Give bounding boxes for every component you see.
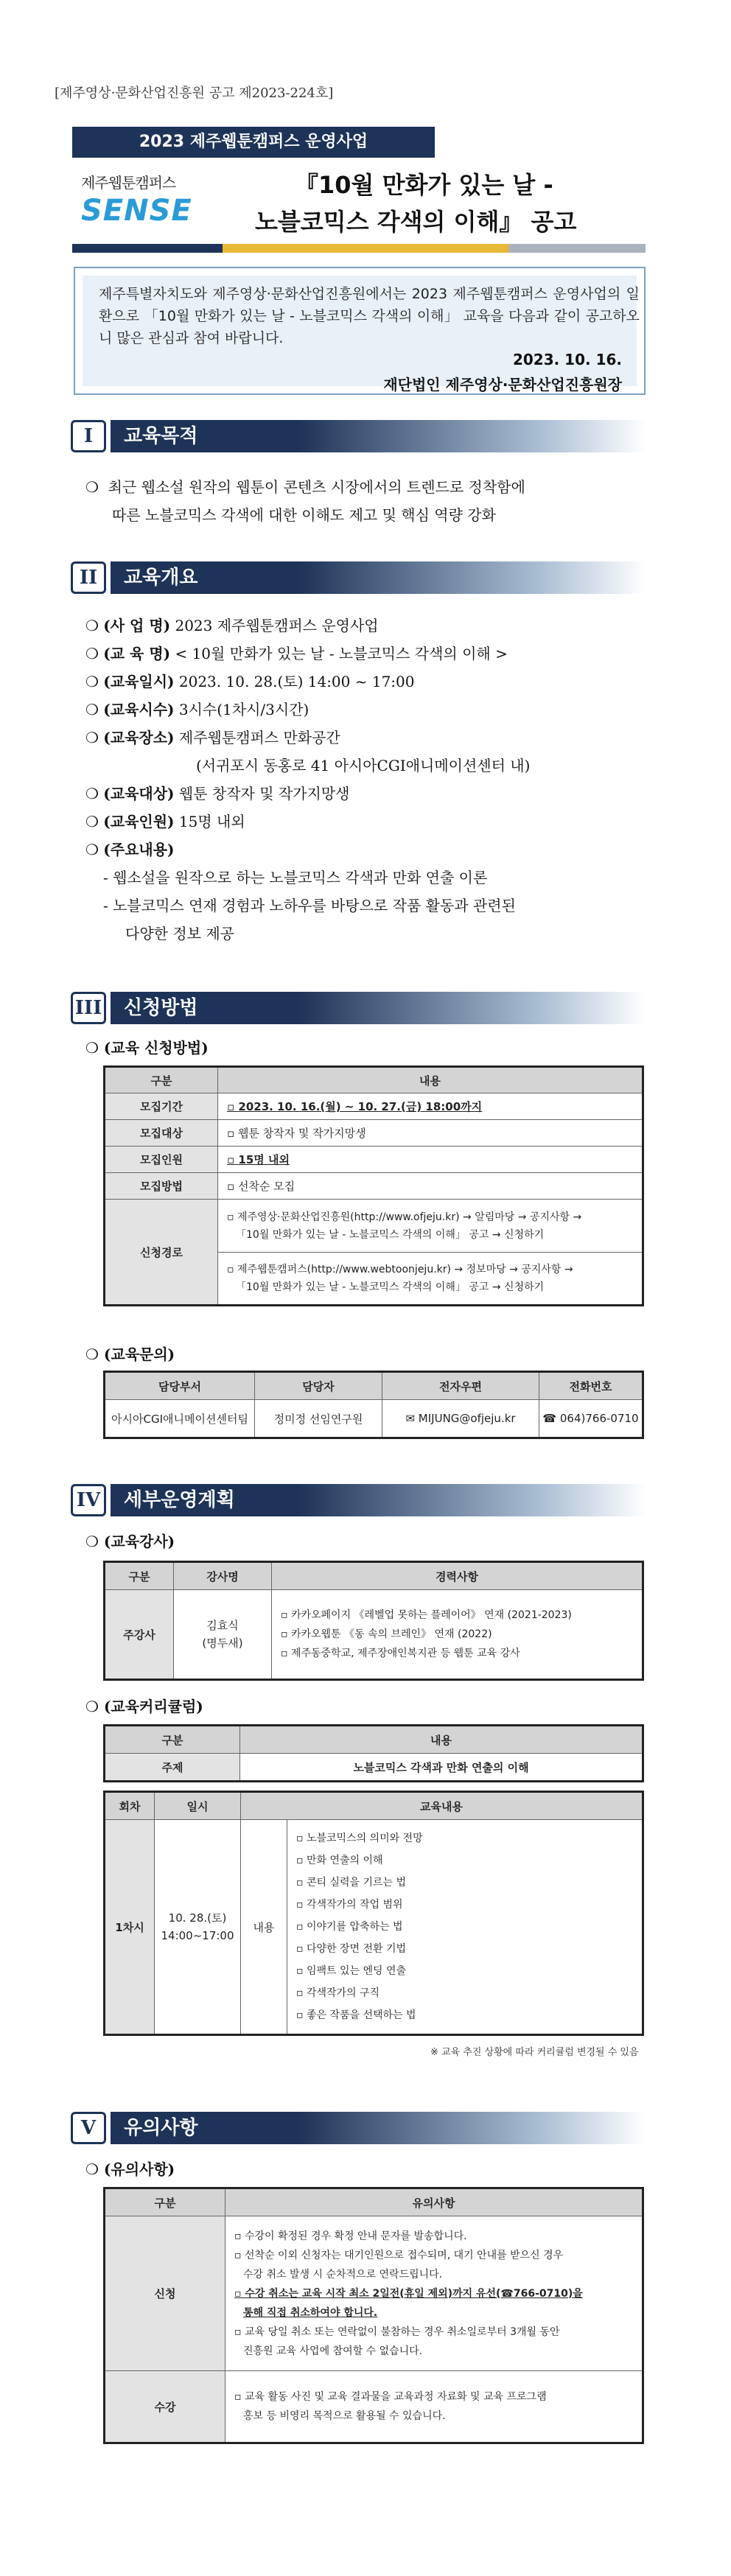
apply-people-value: ▫ 15명 내외: [218, 1147, 643, 1173]
overview-list: [85, 612, 660, 948]
apply-route-label: 신청경로: [105, 1200, 218, 1306]
apply-route-2-text-b: 「10월 만화가 있는 날 - 노블코믹스 각색의 이해」 공고 → 신청하기: [236, 1281, 545, 1293]
lecturer-header-name: 강사명: [174, 1562, 272, 1590]
curriculum-item: 임팩트 있는 엔딩 연출: [306, 1965, 407, 1977]
caution-item: 수강이 확정된 경우 확정 안내 문자를 발송합니다.: [244, 2230, 467, 2242]
bullet-icon: ❍: [85, 729, 99, 746]
bullet-icon: ❍: [85, 1039, 99, 1057]
overview-label: (주요내용): [103, 841, 175, 858]
section-3-header: [71, 990, 646, 1026]
logo-wordmark: SENSE: [81, 194, 192, 228]
section-5-number: V: [71, 2112, 106, 2144]
career-item: 카카오페이지 《레벨업 못하는 플레이어》 연재 (2021-2023): [290, 1609, 572, 1621]
session-label: 1차시: [105, 1820, 155, 2035]
apply-route-1: ▫ 제주영상·문화산업진흥원(http://www.ofjeju.kr) → 알림마당 → 공지사항 → 「10월 만화가 있는 날 - 노블코믹스 각색의 이해」 공고 → 신청하기: [218, 1200, 643, 1253]
curriculum-item: 만화 연출의 이해: [306, 1855, 383, 1866]
inquiry-phone-text: 064)766-0710: [559, 1412, 639, 1425]
bullet-icon: ❍: [85, 841, 99, 858]
caution-apply-label: 신청: [105, 2216, 225, 2371]
curriculum-item: 콘티 실력을 기르는 법: [306, 1877, 407, 1889]
lecturer-heading: [85, 1530, 175, 1551]
overview-label: (교육장소): [103, 729, 175, 746]
caution-item-emphasis: 수강 취소는 교육 시작 최소 2일전(휴일 제외)까지 유선(☎766-0710)을: [245, 2287, 583, 2300]
overview-value: 2023. 10. 28.(토) 14:00 ~ 17:00: [178, 673, 415, 690]
curriculum-heading: [85, 1695, 203, 1716]
curriculum-note: ※ 교육 추진 상황에 따라 커리큘럼 변경될 수 있음: [430, 2047, 639, 2058]
caution-item: 홍보 등 비영리 목적으로 활용될 수 있습니다.: [243, 2410, 446, 2422]
apply-period-label: 모집기간: [105, 1093, 218, 1120]
lecturer-role: 주강사: [105, 1590, 174, 1680]
notice-number: [제주영상·문화산업진흥원 공고 제2023-224호]: [55, 85, 334, 101]
detail-header-session: 회차: [105, 1792, 155, 1820]
overview-value: 15명 내외: [178, 813, 245, 830]
inquiry-header-dept: 담당부서: [105, 1372, 255, 1400]
apply-people-text: 15명 내외: [238, 1153, 290, 1166]
caution-item: 수강 취소 발생 시 순차적으로 연락드립니다.: [243, 2268, 443, 2281]
mail-icon: ✉: [405, 1412, 416, 1425]
section-4-number: IV: [71, 1484, 106, 1516]
overview-content-3: 다양한 정보 제공: [125, 925, 234, 942]
section-2-header: [71, 560, 646, 595]
caution-table: [103, 2187, 644, 2444]
overview-label: (교육일시): [103, 673, 175, 690]
intro-organization: 재단법인 제주영상·문화산업진흥원장: [383, 376, 622, 393]
caution-header-category: 구분: [105, 2188, 225, 2216]
curriculum-item: 각색작가의 구직: [306, 1987, 380, 1999]
inquiry-email: [382, 1400, 539, 1438]
curriculum-topic-table: [103, 1724, 644, 1782]
apply-target-text: 웹툰 창작자 및 작가지망생: [237, 1127, 366, 1140]
curriculum-header-content: 내용: [240, 1726, 643, 1754]
overview-label: (교육대상): [103, 785, 175, 802]
section-5-bar: [111, 2112, 646, 2144]
inquiry-header-person: 담당자: [255, 1372, 382, 1400]
announcement-title-line2: 노블코믹스 각색의 이해』 공고: [255, 208, 577, 236]
inquiry-table: [103, 1371, 644, 1439]
apply-route-2-text-a: 제주웹툰캠퍼스(http://www.webtoonjeju.kr) → 정보마당 → 공지사항 →: [237, 1264, 573, 1275]
caution-item: 교육 활동 사진 및 교육 결과물을 교육과정 자료화 및 교육 프로그램: [244, 2391, 547, 2403]
detail-header-content: 교육내용: [241, 1792, 643, 1820]
bullet-icon: ❍: [85, 617, 99, 634]
overview-item: [85, 808, 660, 836]
apply-header-category: 구분: [105, 1067, 218, 1093]
overview-content-1: - 웹소설을 원작으로 하는 노블코믹스 각색과 만화 연출 이론: [103, 869, 488, 886]
curriculum-item: 이야기를 압축하는 법: [306, 1921, 403, 1933]
apply-people-label: 모집인원: [105, 1147, 218, 1173]
apply-way-text: 선착순 모집: [237, 1180, 295, 1193]
color-bar-yellow: [223, 244, 508, 253]
apply-period-value: ▫ 2023. 10. 16.(월) ~ 10. 27.(금) 18:00까지: [218, 1093, 643, 1120]
apply-period-text: 2023. 10. 16.(월) ~ 10. 27.(금) 18:00까지: [238, 1100, 483, 1113]
lecturer-header-category: 구분: [105, 1562, 174, 1590]
curriculum-detail-table: [103, 1791, 644, 2036]
bullet-icon: ❍: [85, 673, 99, 690]
bullet-icon: ❍: [85, 785, 99, 802]
overview-item: [85, 696, 660, 724]
intro-box-inner: [83, 276, 640, 393]
section-2-title: 교육개요: [124, 567, 198, 589]
caution-attend-items: ▫ 교육 활동 사진 및 교육 결과물을 교육과정 자료화 및 교육 프로그램 홍보 등 비영리 목적으로 활용될 수 있습니다.: [225, 2371, 643, 2443]
section-3-bar: [111, 992, 646, 1024]
overview-content-2: - 노블코믹스 연재 경험과 노하우를 바탕으로 작품 활동과 관련된: [103, 897, 516, 914]
section-1-title: 교육목적: [124, 425, 198, 447]
lecturer-career-cell: ▫ 카카오페이지 《레벨업 못하는 플레이어》 연재 (2021-2023) ▫ 카카오웹툰 《동 속의 브레인》 연재 (2022) ▫ 제주동중학교, 제주장애인복지관 등 웹툰 교육 강사: [272, 1590, 643, 1680]
section-5-header: [71, 2110, 646, 2146]
overview-item: [85, 780, 660, 808]
apply-way-label: 모집방법: [105, 1173, 218, 1200]
purpose-text: [85, 473, 653, 529]
intro-text: 제주특별자치도와 제주영상·문화산업진흥원에서는 2023 제주웹툰캠퍼스 운영사업의 일환으로 「10월 만화가 있는 날 - 노블코믹스 각색의 이해」 교육을 다음과 같이 공고하오니 많은 관심과 참여 바랍니다.: [99, 286, 640, 346]
inquiry-header-email: 전자우편: [382, 1372, 539, 1400]
career-item: 카카오웹툰 《동 속의 브레인》 연재 (2022): [290, 1628, 492, 1640]
overview-item: [85, 724, 660, 752]
caution-item-emphasis: 통해 직접 취소하여야 합니다.: [243, 2306, 378, 2319]
section-2-number: II: [71, 561, 106, 594]
lecturer-name: 김효식: [206, 1619, 239, 1632]
curriculum-item: 좋은 작품을 선택하는 법: [306, 2009, 416, 2021]
caution-header-content: 유의사항: [225, 2188, 643, 2216]
bullet-icon: ❍: [85, 1533, 99, 1550]
overview-value: 웹툰 창작자 및 작가지망생: [178, 785, 350, 802]
apply-way-value: ▫ 선착순 모집: [218, 1173, 643, 1200]
campus-logo: [81, 171, 192, 237]
inquiry-person: 정미정 선임연구원: [255, 1400, 382, 1438]
section-3-number: III: [71, 992, 106, 1024]
inquiry-email-text[interactable]: MIJUNG@ofjeju.kr: [418, 1412, 516, 1425]
caution-label: (유의사항): [103, 2160, 175, 2178]
curriculum-item: 노블코믹스의 의미와 전망: [306, 1833, 423, 1844]
announcement-title-line1: 『10월 만화가 있는 날 -: [295, 171, 553, 199]
apply-route-1-text-a: 제주영상·문화산업진흥원(http://www.ofjeju.kr) → 알림마당 → 공지사항 →: [237, 1211, 582, 1223]
overview-label: (사 업 명): [103, 617, 171, 634]
overview-value: < 10월 만화가 있는 날 - 노블코믹스 각색의 이해 >: [175, 645, 508, 662]
section-4-title: 세부운영계획: [124, 1489, 235, 1511]
section-4-header: [71, 1483, 646, 1518]
session-time: 14:00~17:00: [161, 1929, 234, 1942]
apply-header-content: 내용: [218, 1067, 643, 1093]
section-2-bar: [111, 561, 646, 594]
caution-item: 교육 당일 취소 또는 연락없이 불참하는 경우 취소일로부터 3개월 동안: [244, 2325, 560, 2338]
detail-header-datetime: 일시: [155, 1792, 241, 1820]
curriculum-label: (교육커리큘럼): [103, 1698, 203, 1715]
curriculum-header-category: 구분: [105, 1726, 240, 1754]
overview-place-detail: (서귀포시 동홍로 41 아시아CGI애니메이션센터 내): [196, 757, 531, 774]
purpose-line-2: 따른 노블코믹스 각색에 대한 이해도 제고 및 핵심 역량 강화: [112, 506, 496, 524]
lecturer-name-cell: [174, 1590, 272, 1680]
overview-item: [85, 640, 660, 668]
apply-method-label: (교육 신청방법): [103, 1039, 209, 1057]
curriculum-topic: 노블코믹스 각색과 만화 연출의 이해: [240, 1754, 643, 1782]
intro-date: 2023. 10. 16.: [512, 351, 622, 368]
apply-target-value: ▫ 웹툰 창작자 및 작가지망생: [218, 1120, 643, 1147]
bullet-icon: ❍: [85, 813, 99, 830]
overview-value: 제주웹툰캠퍼스 만화공간: [178, 729, 340, 746]
curriculum-topic-label: 주제: [105, 1754, 240, 1782]
session-datetime: [155, 1820, 241, 2035]
phone-icon: ☎: [542, 1412, 557, 1425]
lecturer-alias: (명두새): [202, 1637, 243, 1650]
session-contents: ▫ 노블코믹스의 의미와 전망 ▫ 만화 연출의 이해 ▫ 콘티 실력을 기르는 법 ▫ 각색작가의 작업 범위 ▫ 이야기를 압축하는 법 ▫ 다양한 장면 전환 기법 ▫ 임팩트 있는 엔딩 연출 ▫ 각색작가의 구직 ▫ 좋은 작품을 선택하는 법: [287, 1820, 643, 2035]
apply-route-1-text-b: 「10월 만화가 있는 날 - 노블코믹스 각색의 이해」 공고 → 신청하기: [236, 1228, 545, 1241]
overview-item: [85, 612, 660, 640]
apply-table: [103, 1065, 644, 1306]
lecturer-header-career: 경력사항: [272, 1562, 643, 1590]
logo-subtitle: 제주웹툰캠퍼스: [81, 174, 176, 192]
inquiry-heading: [85, 1343, 175, 1364]
overview-item: [85, 668, 660, 696]
curriculum-item: 다양한 장면 전환 기법: [306, 1943, 407, 1955]
purpose-line-1: 최근 웹소설 원작의 웹툰이 콘텐츠 시장에서의 트렌드로 정착함에: [108, 478, 525, 496]
section-5-title: 유의사항: [124, 2117, 198, 2139]
overview-label: (교 육 명): [103, 645, 171, 662]
apply-target-label: 모집대상: [105, 1120, 218, 1147]
section-1-number: I: [71, 420, 106, 452]
section-1-bar: [111, 420, 646, 452]
color-bar-navy: [72, 244, 223, 253]
caution-item: 선착순 이외 신청자는 대기인원으로 접수되며, 대기 안내를 받으신 경우: [244, 2249, 564, 2261]
section-3-title: 신청방법: [124, 997, 198, 1019]
career-item: 제주동중학교, 제주장애인복지관 등 웹툰 교육 강사: [290, 1648, 520, 1659]
session-date: 10. 28.(토): [168, 1911, 227, 1925]
curriculum-item: 각색작가의 작업 범위: [306, 1899, 403, 1911]
overview-value: 2023 제주웹툰캠퍼스 운영사업: [175, 617, 379, 634]
overview-label: (교육인원): [103, 813, 175, 830]
bullet-icon: ❍: [85, 1345, 99, 1363]
caution-item: 진흥원 교육 사업에 참여할 수 없습니다.: [243, 2345, 423, 2357]
bullet-icon: ❍: [85, 1698, 99, 1715]
section-4-bar: [111, 1484, 646, 1516]
inquiry-header-phone: 전화번호: [539, 1372, 643, 1400]
caution-attend-label: 수강: [105, 2371, 225, 2443]
lecturer-label: (교육강사): [103, 1533, 175, 1550]
bullet-icon: ❍: [85, 2160, 99, 2178]
caution-heading: [85, 2157, 175, 2179]
bullet-icon: ❍: [85, 478, 99, 496]
section-1-header: [71, 419, 646, 454]
overview-item: [85, 836, 660, 864]
session-content-label: 내용: [241, 1820, 287, 2035]
program-banner: 2023 제주웹툰캠퍼스 운영사업: [72, 127, 435, 158]
apply-route-2: ▫ 제주웹툰캠퍼스(http://www.webtoonjeju.kr) → 정보마당 → 공지사항 → 「10월 만화가 있는 날 - 노블코믹스 각색의 이해」 공고 → 신청하기: [218, 1253, 643, 1306]
inquiry-label: (교육문의): [103, 1345, 175, 1363]
bullet-icon: ❍: [85, 701, 99, 718]
inquiry-phone: [539, 1400, 643, 1438]
intro-box: [74, 267, 646, 395]
inquiry-dept: 아시아CGI애니메이션센터팀: [105, 1400, 255, 1438]
lecturer-table: [103, 1561, 644, 1681]
color-bar-grey: [508, 244, 646, 253]
overview-label: (교육시수): [103, 701, 175, 718]
apply-method-heading: [85, 1036, 209, 1057]
overview-value: 3시수(1차시/3시간): [178, 701, 309, 718]
bullet-icon: ❍: [85, 645, 99, 662]
caution-apply-items: ▫ 수강이 확정된 경우 확정 안내 문자를 발송합니다. ▫ 선착순 이외 신청자는 대기인원으로 접수되며, 대기 안내를 받으신 경우 수강 취소 발생 시 순차적으로 연락드립니다. ▫ 수강 취소는 교육 시작 최소 2일전(휴일 제외)까지 유선(☎766-0710)을 통해 직접 취소하여야 합니다. ▫ 교육 당일 취소 또는 연락없이 불참하는 경우 취소일로부터 3개월 동안 진흥원 교육 사업에 참여할 수 없습니다.: [225, 2216, 643, 2371]
